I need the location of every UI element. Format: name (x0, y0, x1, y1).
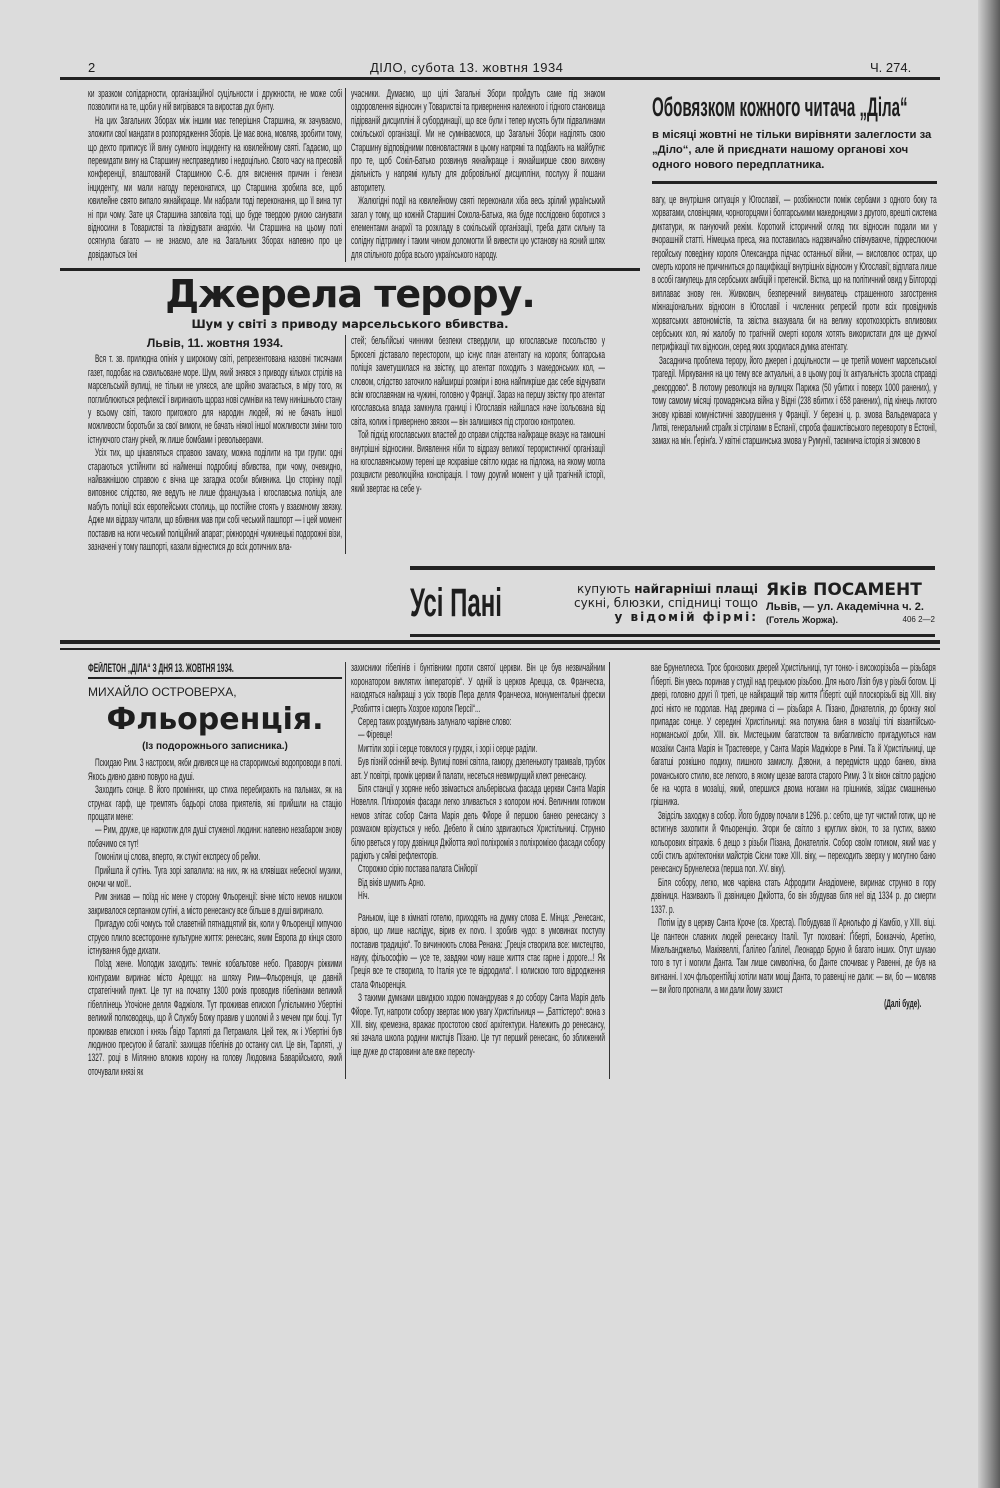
advert-text-bold: найгарніші плащі (634, 582, 758, 597)
advert-code: 406 2—2 (902, 615, 935, 625)
advertisement (410, 566, 935, 637)
advert-text: сукні, блюзки, спідниці тощо (574, 596, 758, 611)
advert-firm: Яків ПОСАМЕНТ (766, 580, 922, 601)
left-section (60, 88, 640, 554)
advert-hotel: (Готель Жоржа). (766, 615, 838, 626)
main-article-col1: Львів, 11. жовтня 1934. Вся т. зв. прилюдна опінія у широкому світі, репрезентована назовні тисячами газет, подобає на схвильоване море. Шум, який знявся з приводу кількох стрілів на марсельській вулиці, не тільки не уляєся, але щойно змагається, в міру того, як поглиблюються рефлексії і виринають щораз нові сумніви на тему нинішнього стану у всьому світі, такого пригожого для народин людей, які не бачать іншої можливости боротьби за свої вимоги, не бачать ніякої іншої можливости зміни того істнуючого стану річей, як лише бомбами і револьверами. Усіх тих, що цікавляться справою замаху, можна поділити на три групи: одні стараються устійнити всі найменші подробиці вбивства, при чому, очевидно, найважнішою справою є вічна ще загадка особи вбивника. Цю сторінку події виповнює слідство, яке ведуть не лише французька і югославська поліція, але мабуть поліції всіх европейських столиць, що постійне стоять у взаємному звязку. Адже ми відразу читали, що вбивник мав при собі чеський пашпорт — і цей момент поставив на ноги чеський поліційний апарат; ріжнородні чужинецькі подорожні візи, зазначені у тому пашпорті, казали віднестися до всіх дотичних вла- (88, 336, 343, 553)
header-rule (60, 77, 940, 80)
main-article-col2: стей; бельґійські чинники безпеки ствердили, що югославське посольство у Брюселі діставало перестороги, що існує план атентату на короля; болгарська поліція заметушилася на звістку, що атентат походить з македонських кол, — словом, слідство заточило найширші розміри і вона найпикріше дає себе відчувати всім югославянам на чужині, головно у Франції. Зараз на першу звістку про атентат югославська влада замкнула границі і Югославія найшлася наче ізольована від світа, колиж і привернено звязок — він залишився під строгою контролею. Той підхід югославських властей до справи слідства найкраще вказує на тамошні внутрішні відносини. Виявлення ніби то відразу великої терористичної організації на югославянському терені ще яскравіше світло кидає на підложа, на якому могла розцвисти революційна конспірація. І тому доугий момент у цій трагічній історії, який звертає на себе у- (351, 335, 606, 495)
subscription-promo (652, 88, 937, 173)
promo-title: Обовязком кожного читача „Діла“ (652, 92, 908, 122)
upper-section (60, 88, 940, 554)
column-divider (345, 88, 346, 262)
advert-address: Львів, — ул. Академічна ч. 2. (766, 601, 924, 614)
feuilleton-col2: захисники гібелінів і бунтівники проти святої церкви. Він це був незвичайним коронатором виклятих імператорів“. У одній із церков Ареццa, св. Франческа, находяться найкращі з усіх творів Пера делля Франческа, монументальні фрески „Розбиття і смерть Хозрое короля Персії“... Серед таких роздумувань залунало чарівне слово: — Фіревце! Мигтіли зорі і серце товклося у грудях, і зорі і серце раділи. Був пізній осінній вечір. Вулиці повні світла, гамору, дзеленькоту трамваїв, трубок авт. У повітрі, промік церкви й палати, несеться невмирущий клект ренесансу. Біля станції у зорянe небо звімається альберівська фасада церкви Санта Марія Новелля. Пліхоромія фасади легко зливається з колором ночі. Величним готиком немов злітає собор Санта Марія дель Фйоре й першою банею ренесансу з розмахом врізується у небо. Дебело й сміло здвигаються Хриcтільниці. Струнко білю рветься у гору дзвіниця Джйотта якої поліхромія з поліхромією фасади собору радіють у сяйві рефлекторів. Сторожко сірію постава палата Сінйорії Від віків шумить Арно. Ніч. Раньком, іще в кімнаті готелю, приходять на думку слова Е. Мінца: „Ренесанс, вірою, що лише наслідує, вірив ex novo. І зробив чудо: в умовинах поступу поставив традицію“. То вичинюють слова Ренана: „Греція створила все: мистецтво, науку, фільософію — усе те, завдяки чому наше життя стає гарне і дороге...! Як Греція все те створила, то Італія усе те відродила“. І колискою того відродження стала Фльоренція. З такими думками швидкою ходою помандрував я до собору Санта Марія дель Фйоре. Тут, напроти собору звертає мою увагу Христільниця — „Баттістеро“: вона з XIII. віку, кремезна, вражає простотою своєї архітектури. Належить до ренесансу, які зачала школа родини мистців Пізано. Це тут перший ренесанс, бо зближений іще дуже до старовини але вже переслу- (351, 662, 606, 1058)
column-divider (345, 335, 346, 554)
promo-rule (652, 181, 937, 184)
page-edge-shadow (978, 0, 1000, 1488)
to-be-continued: (Далі буде). (884, 997, 922, 1010)
feuilleton-heading: ФЕЙЛЕТОН „ДІЛА“ З ДНЯ 13. ЖОВТНЯ 1934. (88, 662, 342, 679)
main-article-columns (60, 335, 640, 554)
feuilleton (60, 662, 940, 1079)
article-subtitle: Шум у світі з приводу марсельського вбивства. (191, 317, 509, 332)
feuilleton-subtitle: (Із подорожнього записника.) (142, 741, 288, 753)
column-divider (609, 662, 610, 1079)
advert-top-rule (410, 566, 935, 570)
feuilleton-col1: ФЕЙЛЕТОН „ДІЛА“ З ДНЯ 13. ЖОВТНЯ 1934. МИХАЙЛО ОСТРОВЕРХА, Фльоренція. (Із подорожнього записника.) Пскидаю Рим. З настроєм, якби дивився ще на староримські водопроводи в полі. Якось дивно давно повуро на душі. Заходить сонце. В його проміннях, що стиха перебирають на пальмах, як на струнах гарф, ще тремтять бадьорі слова приятелів, які прийшли на стацію прощати мене: — Рим, друже, це наркотик для душі стуженої людини: напевно незабаром знову побачимо ся тут! Гомоніли ці слова, вперто, як стукіт експресу об рейки. Прийшла й сутінь. Туга зорі запалила: на них, як на клявішах небесної музики, оночи чи мої!.. Рим зникав — поїзд ніс мене у сторону Фльоренції: вічне місто немов нишком закривалося серпанком сутіні, а місто ренесансу все більше в душі виринало. Пригадую собі чомусь той славетній пятнадцятий вік, коли у Фльоренції кипучою струєю плило всесторонне культурне життя: ренесанс, яким Европа до кінця свого істнування буде дихати. Поїзд жене. Молодик заходить: темніє кобальтове небо. Праворуч ріжкими контурами виринає місто Ареццо: на шляху Рим—Фльоренція, це давній стратегічний пункт. Це тут на початку 1300 років проводив гібелінами великий гібеллінець Угочіоне делля Фаджіоля. Тут проживав епископ Ґулієльмино Убертіні великий полководець, що й Службу Божу правив у шоломі й з мечем при боці. Тут проживав епископ і князь Ґвідо Тарляті да Петрамаля. Цей теж, як і Убертіні був людиною пресугою й баталії: захищав гібелінів до останку сил. Це він, Тарляті, „у 1327. році в Мілянно вложив корону на голову Людовика Баварійського, який оточували князі як (88, 663, 343, 1078)
page-number: 2 (88, 60, 96, 75)
main-article-col3: вагу, це внутрішня ситуація у Югославії, — розбіжности поміж сербами з одного боку та хорватами, словінцями, чорногорцями і болгарськими македонцями з другого, врешті система диктатури, як пануючий режім. Короткий історичний огляд тих відносин подали ми у вчорашній статті. Німецька преса, яка поставилась надзвичайно співчуваюче, підкреслюючи геройську поведінку короля Олександра підчас останньої війни, — висловлює острах, що смерть короля не причиниться до пацифікації внутрішніх відносин у Югославії; відплата лише в особі гамулець для сербських амбіцій і претенсій. Вістка, що на політичний овид у Білгороді виплаває знову ген. Живкович, безперечний винуватець страшенного загострення міжнаціональних відносин в Югославії і численних репресій проти всіх провідників хорватських автономістів, та звістка вказувала би на велику короткозорість впливових сербських кол, які жалобу по трагічній смерті короля хотять використати для ще дужчої петрифікації тих відносин, серед яких зродилася думка атентату. Засаднича проблема терору, його джерел і доцільности — це третій момент марсельської трагедії. Міркування на цю тему все актуальні, а в цьому році їх актуальність зросла справді „рекордово“. В лютому революція на вулицях Парижа (50 убитих і поверх 1000 ранених), у тому самому місяці громадянська війна у Відні (238 вбитих і 658 ранених), під кінець лютого знову кріваві комуністичні заворушення у Франції. У березні ц. р. змова Вальдемараса у Литві, генеральний страйк зі стрілами в Еспанії, спроба фашистівського перевороту в Естонії, замах на мін. Ґерінґа. У квітні старшинська змова у Румунії, таємнича історія зі змовою в (652, 194, 937, 448)
top-article-col2: учасники. Думаємо, що цілі Загальні Збори пройдуть саме під знаком оздоровлення відносин у Товаристві та привернення належного і гідного становища підірваній дисципліні й субординації, що все були і тепер мусять бути підвалинами сокільської організації. Ми не сумніваємося, що Загальні Збори наділять свою Старшину відповідними повновластями в цьому напрямі та подбають на майбутнє про те, щоб Сокіл-Батько розвинув якнайкраще і якнайширше свою виховну діяльність у напрямі культу для добровільної дисципліни, послуху й пошани авторитету. Жалюгідні події на ювилейному святі переконали хіба весь зрілий український загал у тому, що кожній Старшині Сокола-Батька, яка буде послідовно боротися з елементами анархії та розкладу в сокільській організації, треба дати сильну та солідну підтримку і таким чином доломогти їй вивести цю установу на ясний шлях для спільного добра всього українського народу. (351, 88, 606, 261)
feuilleton-author: МИХАЙЛО ОСТРОВЕРХА, (88, 685, 237, 700)
dateline: Львів, 11. жовтня 1934. (146, 336, 284, 351)
issue-number: Ч. 274. (870, 60, 912, 75)
page-body (60, 88, 940, 1119)
masthead: ДІЛО, субота 13. жовтня 1934 (370, 60, 564, 75)
promo-text: в місяці жовтні не тільки вирівняти залеглости за „Діло“, але й приєднати нашому органові хоч одного нового передплатника. (652, 129, 932, 171)
top-article (60, 88, 640, 262)
advert-text: купують (576, 582, 631, 597)
feuilleton-rule (60, 648, 940, 650)
feuilleton-col3: вае Брунеллеска. Троє бронзових дверей Христільниці, тут тонко- і високорізьба — різьбаря Ґіберті. Він увесь поринав у студії над грецькою різьбою. Для нього Лізіп був у різьбі богом. Ці двері, головно другі її третi, це найкращий твір життя Ґіберті: оцій плоскорізьбі від XIII. віку досі нікто не подолав. Над дверима сі — різьбаря А. Пізано, Донателлія, до бронзу якої припадає сонце. У середині Христільниці: яка потужна баня в мозаїці тілі візантійсько-норманської доби, XIII. вік. Мистецьким багатством та вибагливістю пригадуються нам мозаїки Санта Марія ін Трастевере, у Санта Марія Маджіоре в Римі. Та й Христільниці, ще багатші розкішно подиху, пишного замислу. Дзвони, а передмістя щодо банею, вікна романського стилю, все легкого, в якому щезае вагота старого Риму. З їх вікон світло радісно бе на чорта в мозаїці, який, опершися двома ногами на грішників, заїдає смашненью грішника. Звідсіль заходжу в собор. Його будову почали в 1296. р.: себто, ще тут чистий готик, що не встигнув захопити й Фльоренцію. Згори бе світло з круглих вікон, то за густих, важко кольорових вітражів. 6 дещо з різьби Пізана, Донателлія. Собор своїм готиком, який має у собі стиль архітектоніки майстрів Сієни тоже XIII. віку, — переходить зверху у могутню баню ренесансу Брунелеска (перша пол. XV. віку). Біля собору, легко, мов чарівна стать Афродити Анадіомене, виринає струнко в гору дзвіниця. Називають її дзвіницею Джйотта, бо він збудував біля неї від 1334 р. до смерти 1337. р. Потім іду в церкву Санта Кроче (св. Хреста). Побудував її Арнольфо ді Камбіо, у XIII. віці. Це пантеон славних людей ренесансу Італії. Тут поховані: Ґіберті, Боккаччіо, Аретіно, Мікельанджельо, Макіявеллі, Ґалілео Ґалілеї, Леонардо Бруно й багато інших. Отут шукаю того в тут і могили Данта. Там лише символічна, бо Данте спочиває у Равенні, де був на вигнанні. І хоч фльорентійці хотіли мати мощі Данта, то равенці не дали: — ви, бо — мовляв — ви його прогнали, а ми дали йому захист (Далі буде). (651, 662, 936, 1010)
feuilleton-title: Фльоренція. (106, 702, 324, 738)
top-article-col1: ки зразком солідарности, організаційної суцільности і дружности, не може собі позволити на те, щоби у ній вигрівався та виростав дух бунту. На цих Загальних Зборах між іншим має теперішня Старшина, як зачуваємо, зложити свої мандати в розпорядження Зборів. Це має вона, мовляв, зробити тому, що дехто приписує їй вину сумного інциденту на ювилейному святі. Гадаємо, що перекидати вину на Старшину несправедливо і недоцільно. Свого часу на пресовій конференції, влаштованій Старшиною С.-Б. для виснення причин і ґенези інциденту, ми мали нагоду переконатися, що Старшина зробила все, щоб ювилейне свято випало якнайкраще. Ми набрали тоді переконання, що її вина тут ні при чому. Зате ця Старшина заповіла тоді, що буде твердою рукою санувати відносини в Товаристві та ліквідувати анархію. Чи Старшина на цьому полі осягнула багато — не знаємо, але на Загальних Зборах напевно про це довідаються їхні (88, 88, 343, 261)
advert-headline: Усі Пані (410, 581, 502, 626)
column-divider (345, 662, 346, 1079)
feuilleton-rule (60, 640, 940, 644)
right-section (652, 88, 937, 449)
advert-text: у відомій фірмі: (614, 610, 758, 625)
advert-bottom-rule (410, 634, 935, 637)
article-title: Джерела терору. (165, 272, 535, 317)
